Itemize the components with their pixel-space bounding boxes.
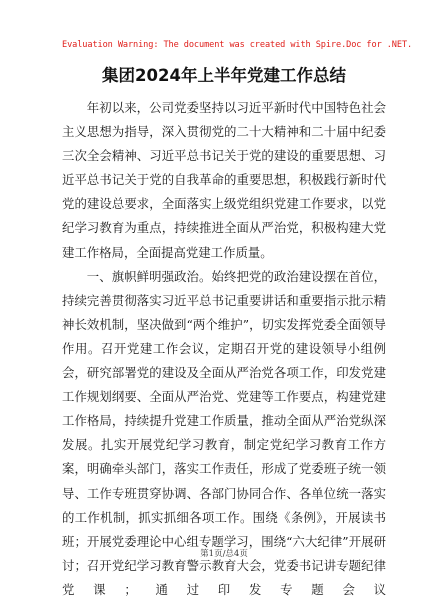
evaluation-watermark: Evaluation Warning: The document was created with Spire.Doc for .NET. <box>62 40 413 50</box>
paragraph-section-one: 一、旗帜鲜明强政治。始终把党的政治建设摆在首位，持续完善贯彻落实习近平总书记重要讲话和重要指示批示精神长效机制，坚决做到“两个维护”，切实发挥党委全面领导作用。召开党建工作会议，定期召开党的建设领导小组例会，研究部署党的建设及全面从严治党各项工作，印发党建工作规划纲要、全面从严治党、党建等工作要点，构建党建工作格局，持续提升党建工作质量，推动全面从严治党纵深发展。扎实开展党纪学习教育，制定党纪学习教育工作方案，明确牵头部门，落实工作责任，形成了党委班子统一领导、工作专班贯穿协调、各部门协同合作、各单位统一落实的工作机制，抓实抓细各项工作。围绕《条例》，开展读书班；开展党委理论中心组专题学习，围绕“六大纪律”开展研讨；召开党纪学习教育警示教育大会，党委书记讲专题纪律党课；通过印发专题会议 <box>62 268 386 597</box>
document-title: 集团2024年上半年党建工作总结 <box>102 66 346 85</box>
page-footer: 第1页/总4页 <box>200 549 248 559</box>
paragraph-intro: 年初以来，公司党委坚持以习近平新时代中国特色社会主义思想为指导，深入贯彻党的二十大精神和二十届中纪委三次全会精神、习近平总书记关于党的建设的重要思想、习近平总书记关于党的自我革命的重要思想，积极践行新时代党的建设总要求，全面落实上级党组织党建工作要求，以党纪学习教育为重点，持续推进全面从严治党，积极构建大党建工作格局，全面提高党建工作质量。 <box>62 100 386 260</box>
document-body <box>62 96 386 602</box>
